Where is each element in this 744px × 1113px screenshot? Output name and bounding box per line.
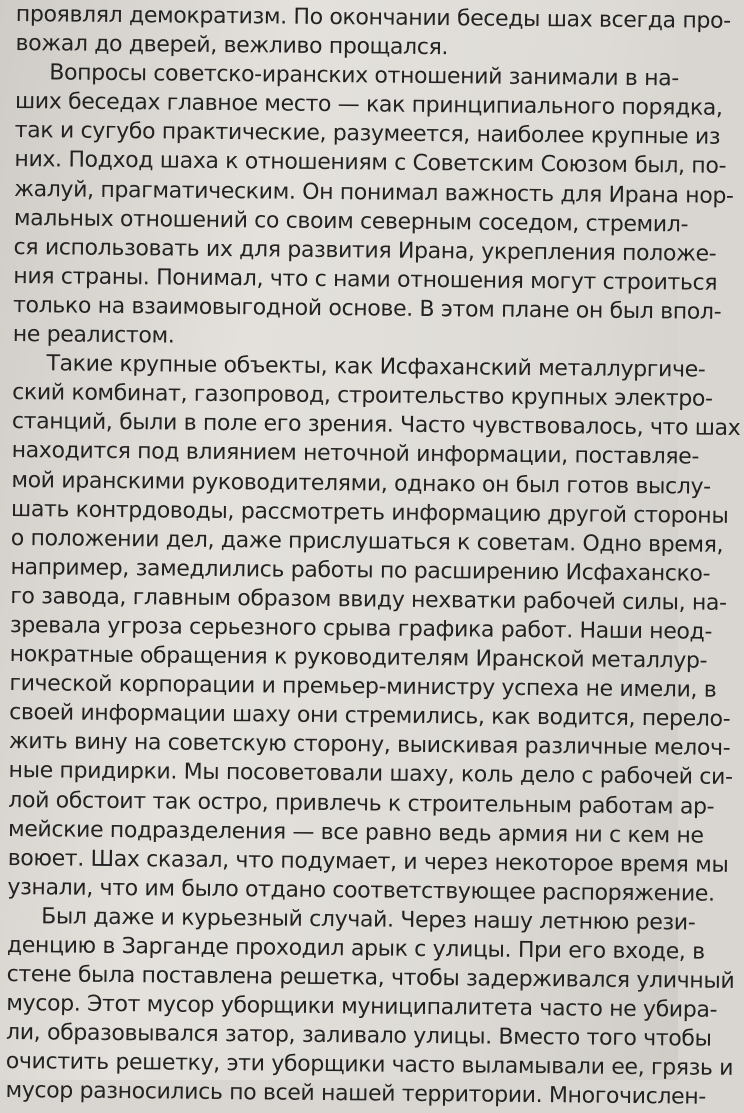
text-line: узнали, что им было отдано соответствующее распоряжение.	[7, 874, 715, 907]
text-line: Такие крупные объекты, как Исфаханский металлургиче-	[46, 351, 706, 383]
text-line: воюет. Шах сказал, что подумает, и через некоторое время мы	[7, 845, 729, 878]
text-line: ский комбинат, газопровод, строительство крупных электро-	[12, 380, 713, 412]
text-line: мусор. Этот мусор уборщики муниципалитета часто не убира-	[6, 991, 718, 1023]
text-line: мусор разносились по всей нашей территории. Многочислен-	[5, 1078, 707, 1111]
text-line: жалуй, прагматическим. Он понимал важность для Ирана нор-	[14, 176, 734, 209]
text-line: ния страны. Понимал, что с нами отношения могут строиться	[13, 263, 718, 296]
text-line: ли, образовывался затор, заливало улицы. Вместо того чтобы	[5, 1020, 712, 1053]
text-line: очистить решетку, эти уборщики часто выламывали ее, грязь и	[5, 1049, 734, 1082]
text-line: находится под влиянием неточной информации, поставляе-	[11, 438, 700, 470]
text-line: не реалистом.	[12, 322, 175, 349]
text-line: го завода, главным образом ввиду нехватки рабочей силы, на-	[10, 583, 727, 616]
text-line: зревала угроза серьезного срыва графика работ. Наши неод-	[9, 612, 713, 645]
text-line: так и сугубо практические, разумеется, наиболее крупные из	[14, 118, 721, 151]
text-line: мой иранскими руководителями, однако он был готов выслу-	[11, 467, 711, 500]
text-line: жить вину на советскую сторону, выискивая различные мелоч-	[8, 729, 731, 762]
text-line: шать контрдоводы, рассмотреть информацию другой стороны	[10, 496, 729, 529]
text-line: ные придирки. Мы посоветовали шаху, коль дело с рабочей си-	[8, 758, 733, 791]
text-line: только на взаимовыгодной основе. В этом плане он был впол-	[12, 292, 722, 325]
text-line: мальных отношений со своим северным соседом, стремил-	[13, 205, 689, 238]
text-line: Был даже и курьезный случай. Через нашу летнюю рези-	[41, 904, 696, 936]
text-line: мейские подразделения — все равно ведь армия ни с кем не	[7, 816, 704, 849]
text-line: стене была поставлена решетка, чтобы задерживался уличный	[6, 962, 735, 995]
text-line: лой обстоит так остро, привлечь к строительным работам ар-	[8, 787, 715, 820]
text-line: денцию в Зарганде проходил арык с улицы. При его входе, в	[6, 932, 705, 965]
text-line: ших беседах главное место — как принципиального порядка,	[14, 89, 723, 122]
text-line: например, замедлились работы по расширению Исфаханско-	[10, 554, 711, 587]
text-line: них. Подход шаха к отношениям с Советским Союзом был, по-	[14, 147, 727, 180]
text-line: о положении дел, даже прислушаться к советам. Одно время,	[10, 525, 724, 558]
text-line: гической корпорации и премьер-министру успеха не имели, в	[9, 671, 717, 703]
text-line: станций, были в поле его зрения. Часто чувствовалось, что шах	[11, 409, 741, 442]
text-line: проявлял демократизм. По окончании беседы шах всегда про-	[15, 1, 731, 34]
text-line: Вопросы советско-иранских отношений занимали в на-	[49, 60, 680, 92]
text-line: нократные обращения к руководителям Иранской металлур-	[9, 642, 708, 674]
text-line: ся использовать их для развития Ирана, укрепления положе-	[13, 234, 717, 267]
text-line: вожал до дверей, вежливо прощался.	[15, 31, 449, 61]
text-line: своей информации шаху они стремились, как водится, перело-	[9, 700, 731, 733]
page-text	[5, 0, 741, 1112]
